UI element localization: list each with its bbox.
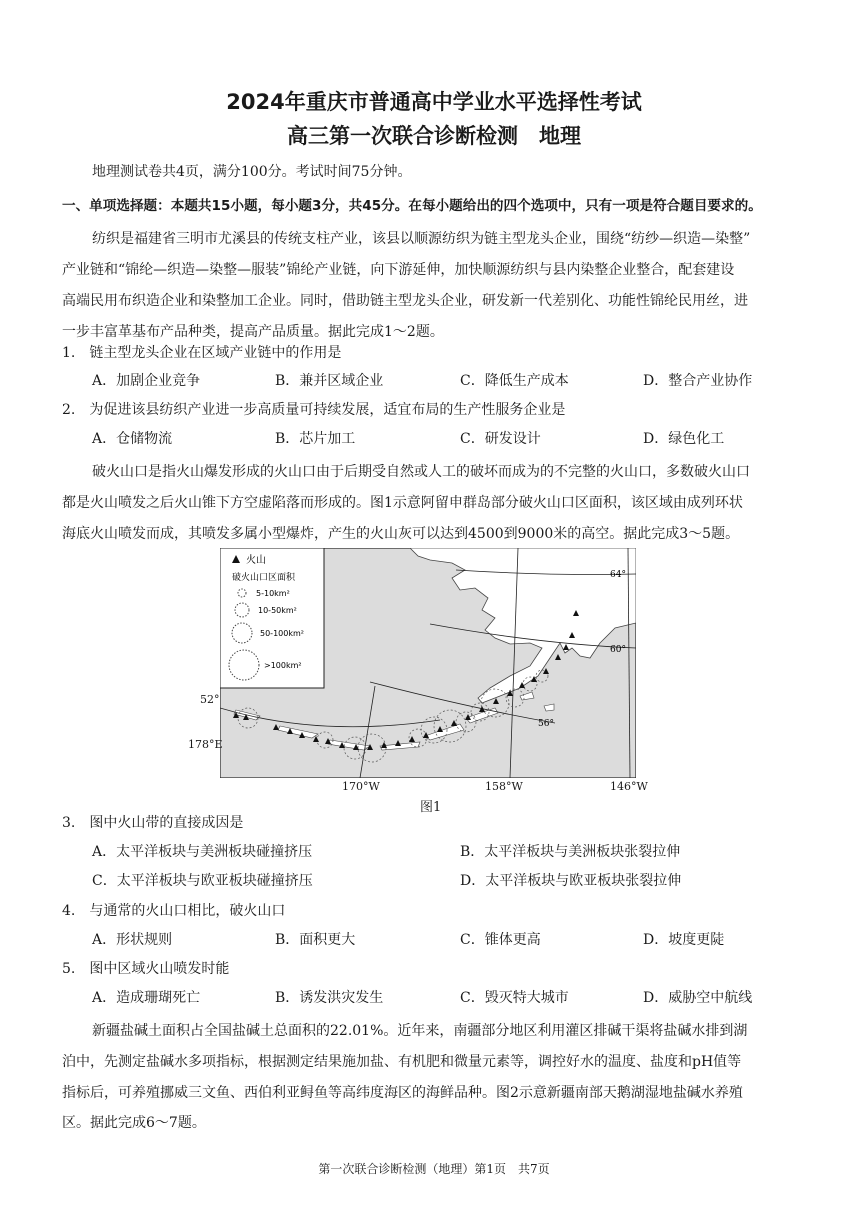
question-stem: 5. 图中区域火山喷发时能 [62, 961, 230, 977]
option-d[interactable]: D．坡度更陡 [643, 932, 725, 948]
passage-line: 泊中，先测定盐碱水多项指标，根据测定结果施加盐、有机肥和微量元素等，调控好水的温度、盐度和pH值等 [62, 1054, 742, 1070]
passage-line: 一步丰富革基布产品种类，提高产品质量。据此完成1～2题。 [62, 324, 444, 340]
option-b[interactable]: B．芯片加工 [275, 431, 356, 447]
passage-line: 都是火山喷发之后火山锥下方空虚陷落而形成的。图1示意阿留申群岛部分破火山口区面积，该区域由成列环状 [62, 495, 743, 511]
question-stem: 4. 与通常的火山口相比，破火山口 [62, 903, 286, 919]
option-a[interactable]: A．造成珊瑚死亡 [92, 990, 201, 1006]
lon-label-178e: 178°E [188, 738, 223, 751]
lon-label-170w: 170°W [342, 780, 380, 793]
option-a[interactable]: A．形状规则 [92, 932, 173, 948]
question-stem: 1. 链主型龙头企业在区域产业链中的作用是 [62, 345, 342, 361]
passage-line: 新疆盐碱土面积占全国盐碱土总面积的22.01%。近年来，南疆部分地区利用灌区排碱干渠将盐碱水排到湖 [92, 1023, 748, 1039]
passage-line: 海底火山喷发而成，其喷发多属小型爆炸，产生的火山灰可以达到4500到9000米的高空。据此完成3～5题。 [62, 526, 740, 542]
passage-line: 指标后，可养殖挪威三文鱼、西伯利亚鲟鱼等高纬度海区的海鲜品种。图2示意新疆南部天鹅湖湿地盐碱水养殖 [62, 1085, 743, 1101]
section-heading: 一、单项选择题：本题共15小题，每小题3分，共45分。在每小题给出的四个选项中，只有一项是符合题目要求的。 [62, 198, 762, 214]
exam-subtitle: 高三第一次联合诊断检测 地理 [287, 124, 581, 148]
question-stem: 3. 图中火山带的直接成因是 [62, 815, 244, 831]
option-b[interactable]: B．诱发洪灾发生 [275, 990, 384, 1006]
figure-caption: 图1 [420, 800, 442, 815]
option-d[interactable]: D．太平洋板块与欧亚板块张裂拉伸 [460, 873, 682, 889]
lon-label-158w: 158°W [485, 780, 523, 793]
passage-line: 纺织是福建省三明市尤溪县的传统支柱产业，该县以顺源纺织为链主型龙头企业，围绕“纺纱—织造—染整” [92, 231, 751, 247]
legend-size-3: 50-100km² [260, 629, 304, 638]
question-stem: 2. 为促进该县纺织产业进一步高质量可持续发展，适宜布局的生产性服务企业是 [62, 402, 566, 418]
option-a[interactable]: A．仓储物流 [92, 431, 173, 447]
legend-size-2: 10-50km² [258, 606, 297, 615]
passage-line: 区。据此完成6～7题。 [62, 1115, 206, 1131]
exam-title: 2024年重庆市普通高中学业水平选择性考试 [226, 90, 642, 114]
lat-label-56: 56° [538, 719, 554, 729]
lat-label-60: 60° [610, 645, 626, 655]
option-a[interactable]: A．加剧企业竞争 [92, 373, 201, 389]
option-c[interactable]: C．研发设计 [460, 431, 541, 447]
option-b[interactable]: B．兼并区域企业 [275, 373, 384, 389]
aleutian-map [220, 548, 636, 778]
option-d[interactable]: D．绿色化工 [643, 431, 725, 447]
passage-line: 高端民用布织造企业和染整加工企业。同时，借助链主型龙头企业，研发新一代差别化、功能性锦纶民用丝，进 [62, 293, 748, 309]
lat-label-52: 52° [200, 693, 220, 706]
exam-intro: 地理测试卷共4页，满分100分。考试时间75分钟。 [92, 164, 412, 180]
option-a[interactable]: A．太平洋板块与美洲板块碰撞挤压 [92, 844, 313, 860]
option-c[interactable]: C．锥体更高 [460, 932, 541, 948]
legend-size-4: >100km² [264, 661, 302, 670]
option-d[interactable]: D．整合产业协作 [643, 373, 753, 389]
option-d[interactable]: D．威胁空中航线 [643, 990, 753, 1006]
legend-volcano-label: 火山 [246, 555, 266, 566]
option-c[interactable]: C．太平洋板块与欧亚板块碰撞挤压 [92, 873, 313, 889]
legend-caldera-title: 破火山口区面积 [232, 573, 296, 583]
lat-label-64: 64° [610, 570, 626, 580]
passage-line: 产业链和“锦纶—织造—染整—服装”锦纶产业链，向下游延伸，加快顺源纺织与县内染整企业整合，配套建设 [62, 262, 735, 278]
lon-label-146w: 146°W [610, 780, 648, 793]
map-legend [220, 548, 324, 688]
legend-size-1: 5-10km² [256, 589, 290, 598]
option-c[interactable]: C．降低生产成本 [460, 373, 569, 389]
option-c[interactable]: C．毁灭特大城市 [460, 990, 569, 1006]
passage-line: 破火山口是指火山爆发形成的火山口由于后期受自然或人工的破坏而成为的不完整的火山口，多数破火山口 [92, 464, 750, 480]
page-footer: 第一次联合诊断检测（地理）第1页 共7页 [318, 1162, 550, 1176]
option-b[interactable]: B．太平洋板块与美洲板块张裂拉伸 [460, 844, 681, 860]
option-b[interactable]: B．面积更大 [275, 932, 356, 948]
